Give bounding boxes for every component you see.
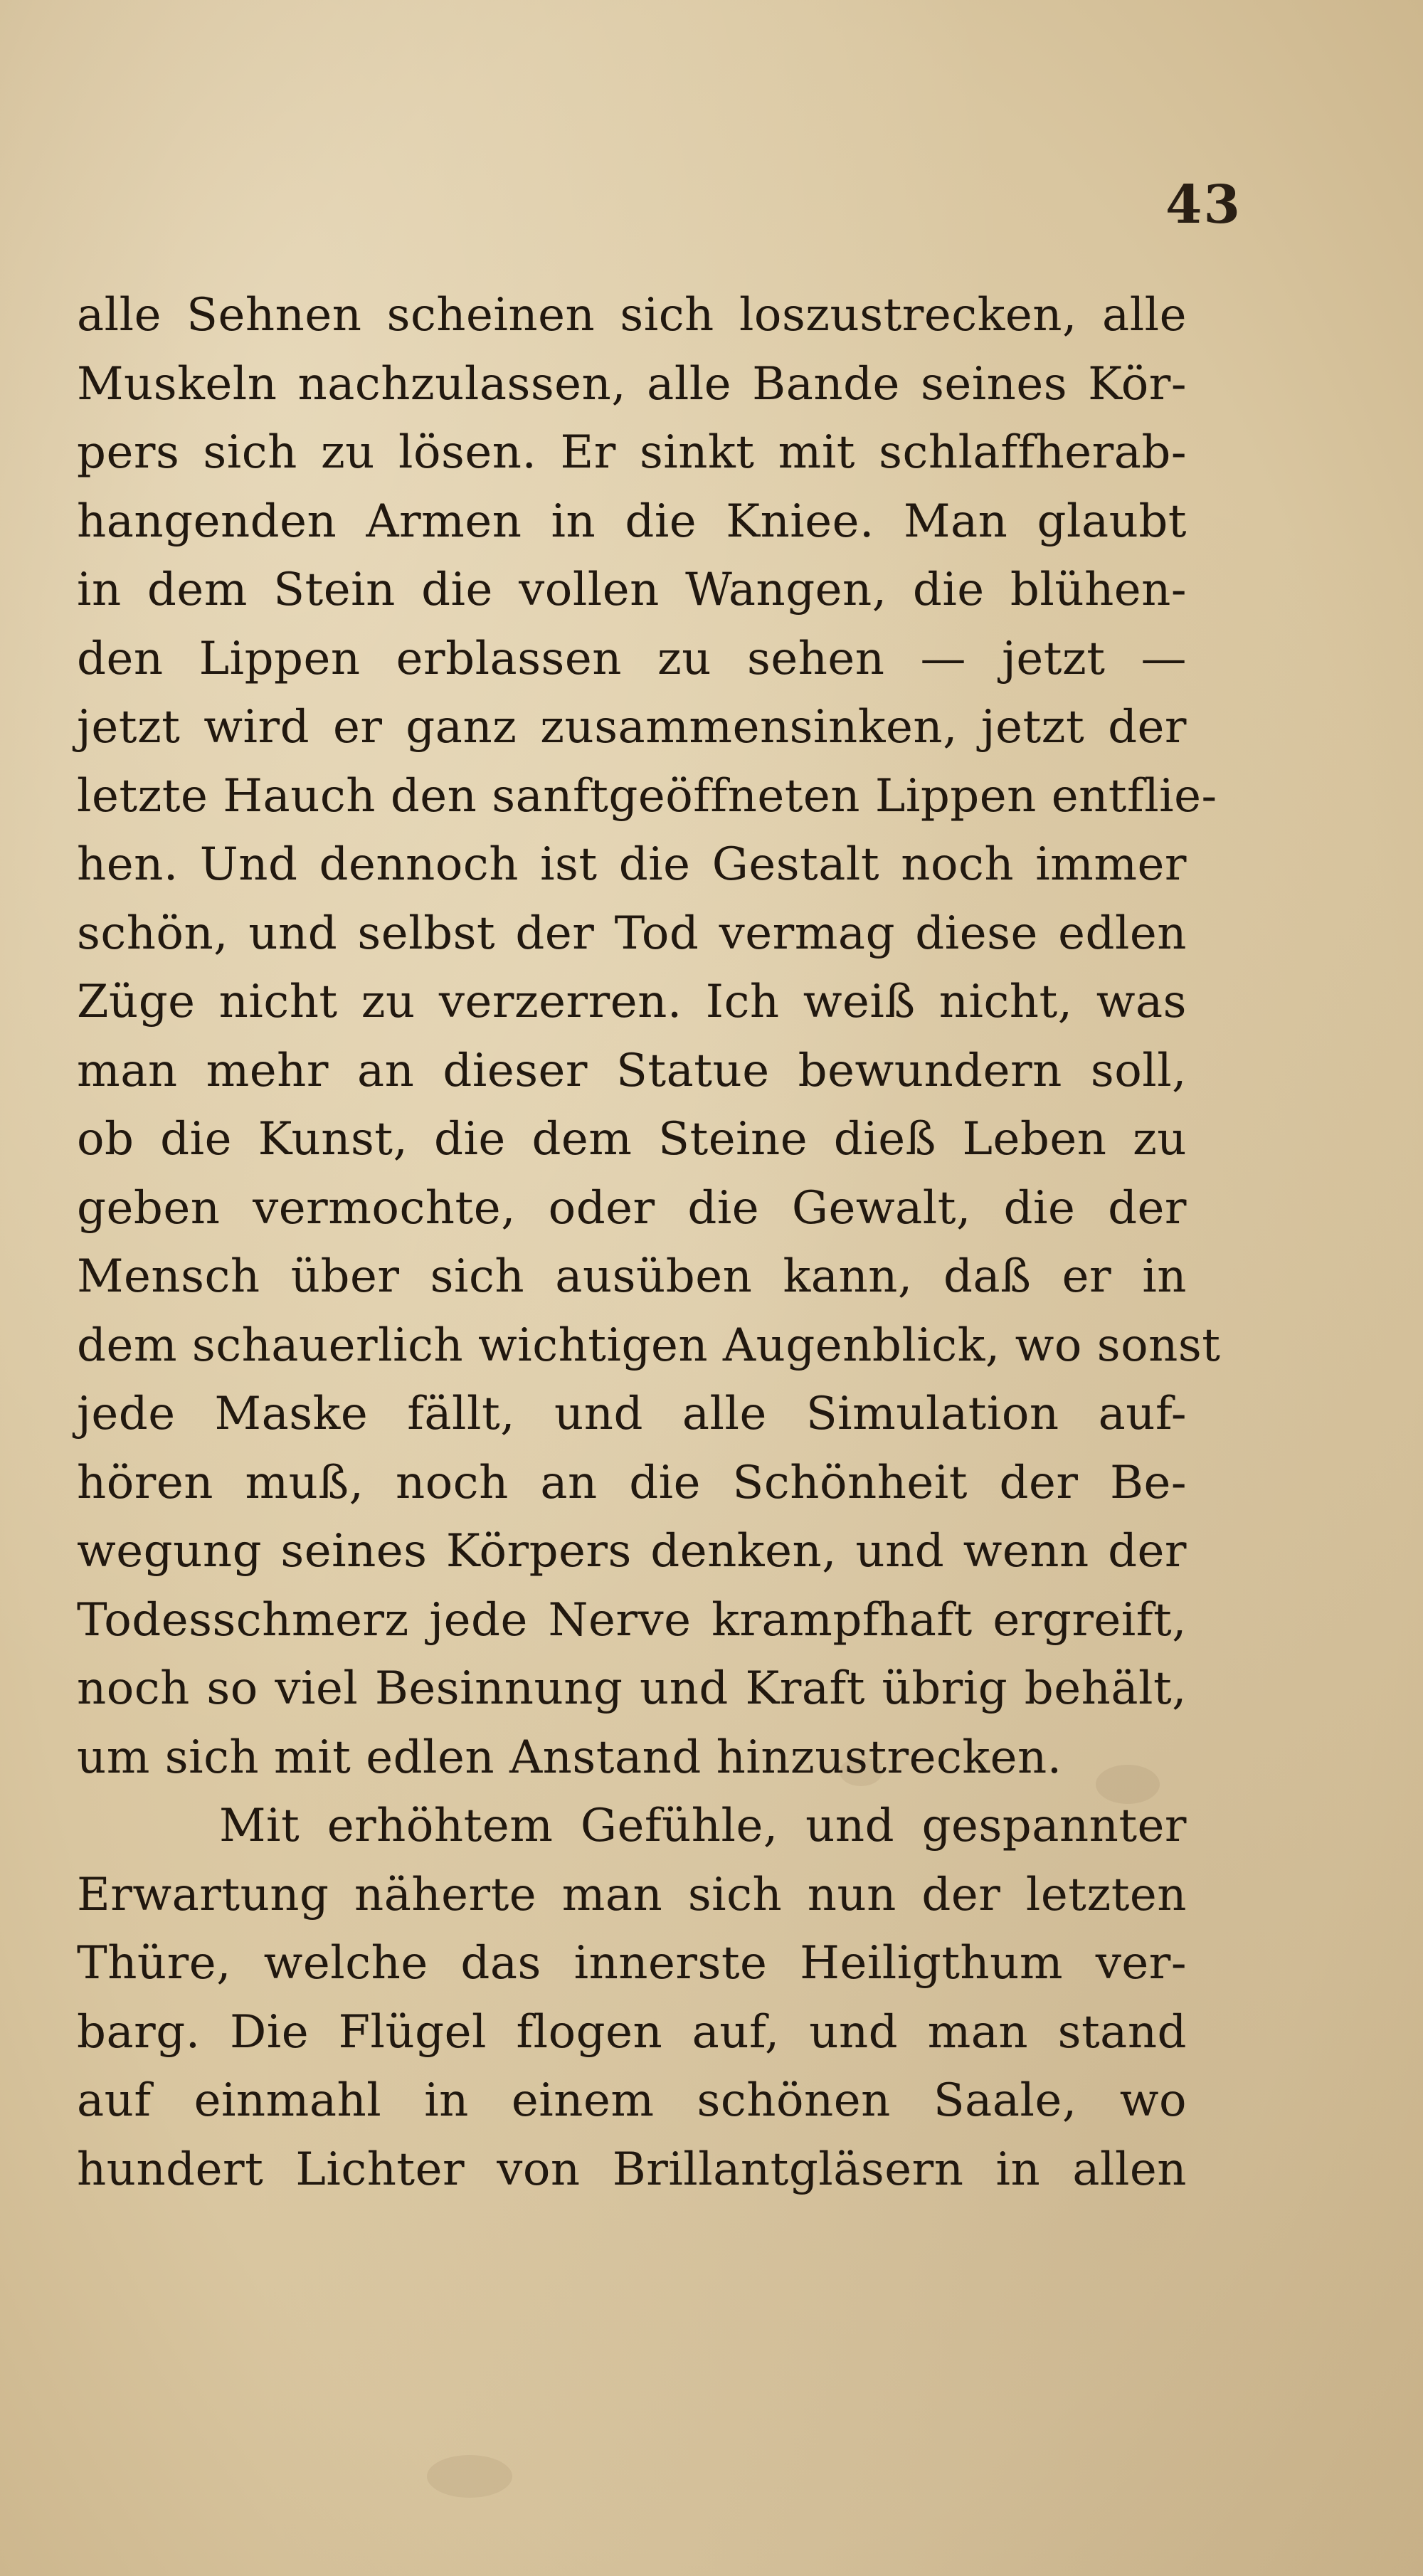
text-line: barg. Die Flügel flogen auf, und man stand [77,2005,1187,2059]
text-line: hundert Lichter von Brillantgläsern in allen [77,2143,1187,2196]
paper-stain [427,2455,512,2498]
text-line: Todesschmerz jede Nerve krampfhaft ergreift, [77,1593,1187,1647]
page-number: 43 [1165,174,1242,236]
text-line: man mehr an dieser Statue bewundern soll, [77,1044,1187,1097]
text-line: ob die Kunst, die dem Steine dieß Leben zu [77,1113,1187,1166]
text-line: auf einmahl in einem schönen Saale, wo [77,2074,1187,2127]
text-line: alle Sehnen scheinen sich loszustrecken, alle [77,289,1187,342]
text-line: Muskeln nachzulassen, alle Bande seines Kör- [77,357,1187,411]
text-line: jetzt wird er ganz zusammensinken, jetzt der [77,701,1187,754]
paragraph-start-line: Mit erhöhtem Gefühle, und gespannter [219,1800,1187,1852]
text-line: Züge nicht zu verzerren. Ich weiß nicht, was [77,976,1187,1028]
text-line: schön, und selbst der Tod vermag diese edlen [77,907,1187,960]
text-line: Erwartung näherte man sich nun der letzten [77,1868,1187,1921]
text-line: in dem Stein die vollen Wangen, die blühen- [77,564,1187,616]
body-text [77,281,1221,2204]
text-line: hangenden Armen in die Kniee. Man glaubt [77,495,1187,548]
text-line: Thüre, welche das innerste Heiligthum ver- [77,1937,1187,1990]
text-line: hen. Und dennoch ist die Gestalt noch immer [77,838,1187,891]
text-line: geben vermochte, oder die Gewalt, die der [77,1181,1187,1235]
text-line: pers sich zu lösen. Er sinkt mit schlaffherab- [77,426,1187,479]
text-line: dem schauerlich wichtigen Augenblick, wo sonst [77,1319,1221,1372]
paragraph-end-line: um sich mit edlen Anstand hinzustrecken. [77,1731,1062,1784]
text-line: noch so viel Besinnung und Kraft übrig behält, [77,1662,1187,1715]
text-line: jede Maske fällt, und alle Simulation auf- [77,1388,1187,1440]
text-line: wegung seines Körpers denken, und wenn der [77,1525,1187,1578]
text-line: Mensch über sich ausüben kann, daß er in [77,1250,1187,1303]
text-line: letzte Hauch den sanftgeöffneten Lippen entflie- [77,769,1217,823]
text-line: den Lippen erblassen zu sehen — jetzt — [77,632,1187,685]
text-line: hören muß, noch an die Schönheit der Be- [77,1456,1187,1509]
